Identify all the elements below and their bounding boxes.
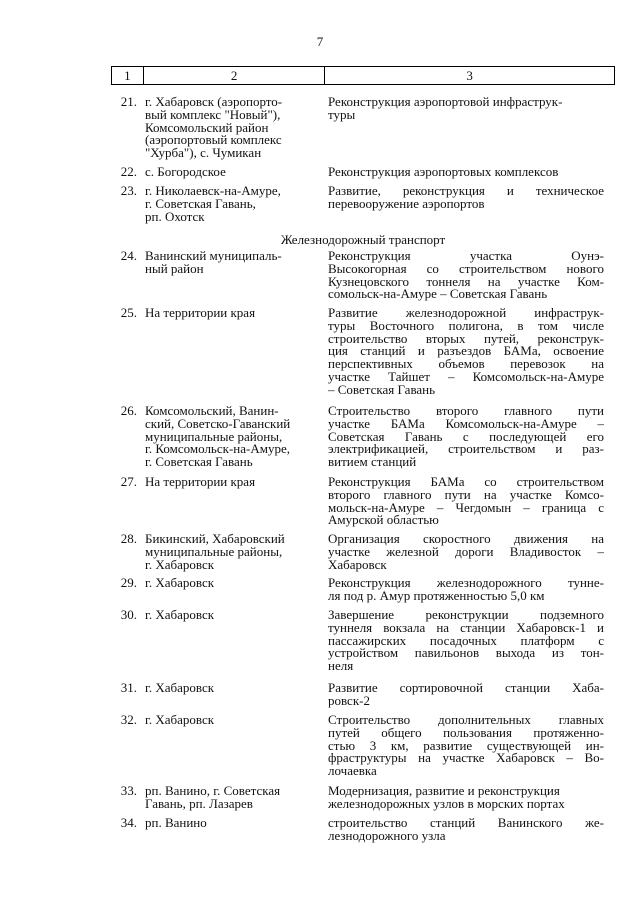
row-number: 27. (120, 474, 137, 489)
row-description: Модернизация, развитие и реконструкция железнодорожных узлов в морских портах (328, 783, 565, 811)
row-location: г. Хабаровск (145, 680, 215, 695)
row-location: На территории края (145, 305, 256, 320)
row-location: г. Хабаровск (145, 575, 215, 590)
row-number: 29. (120, 575, 137, 590)
row-description: Развитие сортировочной станции Хаба- ровск-2 (328, 680, 604, 708)
row-number: 21. (120, 94, 137, 109)
row-number: 30. (120, 607, 137, 622)
row-description: Реконструкция аэропортовой инфраструк- туры (328, 94, 563, 122)
row-description: Строительство дополнительных главных путей общего пользования протяженно- стью 3 км, развитие существующей ин- фраструктуры на участке Хабаровск – Во- лочаевка (328, 712, 604, 779)
row-description: Развитие железнодорожной инфраструк- туры Восточного полигона, в том числе строительство вторых путей, реконструк- ция станций и разъездов БАМа, освоение перспективных объемов перевозок на участке Тайшет – Комсомольск-на-Амуре – Советская Гавань (328, 305, 604, 397)
row-location: Бикинский, Хабаровский муниципальные районы, г. Хабаровск (145, 531, 285, 572)
row-number: 32. (120, 712, 137, 727)
row-description: Завершение реконструкции подземного туннеля вокзала на станции Хабаровск-1 и пассажирских посадочных платформ с устройством павильонов выхода из тон- неля (328, 607, 604, 674)
row-number: 25. (120, 305, 137, 320)
row-number: 33. (120, 783, 137, 798)
row-number: 23. (120, 183, 137, 198)
row-location: г. Хабаровск (145, 712, 215, 727)
row-description: Реконструкция БАМа со строительством второго главного пути на участке Комсо- мольск-на-Амуре – Чегдомын – граница с Амурской областью (328, 474, 604, 528)
column-header-3: 3 (325, 67, 615, 85)
row-location: г. Хабаровск (145, 607, 215, 622)
row-number: 26. (120, 403, 137, 418)
column-header-table (111, 66, 615, 85)
row-location: г. Николаевск-на-Амуре, г. Советская Гавань, рп. Охотск (145, 183, 281, 224)
row-description: строительство станций Ванинского же- лезнодорожного узла (328, 815, 604, 843)
row-description: Реконструкция аэропортовых комплексов (328, 164, 559, 179)
column-header-1: 1 (112, 67, 144, 85)
row-description: Развитие, реконструкция и техническое перевооружение аэропортов (328, 183, 604, 211)
row-location: г. Хабаровск (аэропорто- вый комплекс "Новый"), Комсомольский район (аэропортовый комплекс "Хурба"), с. Чумикан (145, 94, 283, 161)
row-number: 28. (120, 531, 137, 546)
row-location: Комсомольский, Ванин- ский, Советско-Гаванский муниципальные районы, г. Комсомольск-на-Амуре, г. Советская Гавань (145, 403, 291, 470)
row-number: 34. (120, 815, 137, 830)
row-description: Реконструкция железнодорожного тунне- ля под р. Амур протяженностью 5,0 км (328, 575, 604, 603)
row-location: рп. Ванино, г. Советская Гавань, рп. Лазарев (145, 783, 281, 811)
row-number: 24. (120, 248, 137, 263)
page-number: 7 (316, 34, 324, 49)
row-description: Строительство второго главного пути участке БАМа Комсомольск-на-Амуре – Советская Гавань с последующей его электрификацией, строительством и раз- витием станций (328, 403, 604, 470)
row-location: Ванинский муниципаль- ный район (145, 248, 282, 276)
row-number: 22. (120, 164, 137, 179)
row-location: рп. Ванино (145, 815, 207, 830)
row-description: Реконструкция участка Оунэ- Высокогорная со строительством нового Кузнецовского тоннеля на участке Ком- сомольск-на-Амуре – Советская Гавань (328, 248, 604, 302)
section-heading: Железнодорожный транспорт (280, 232, 446, 247)
row-description: Организация скоростного движения на участке железной дороги Владивосток – Хабаровск (328, 531, 604, 572)
row-number: 31. (120, 680, 137, 695)
row-location: На территории края (145, 474, 256, 489)
column-header-2: 2 (143, 67, 325, 85)
row-location: с. Богородское (145, 164, 226, 179)
